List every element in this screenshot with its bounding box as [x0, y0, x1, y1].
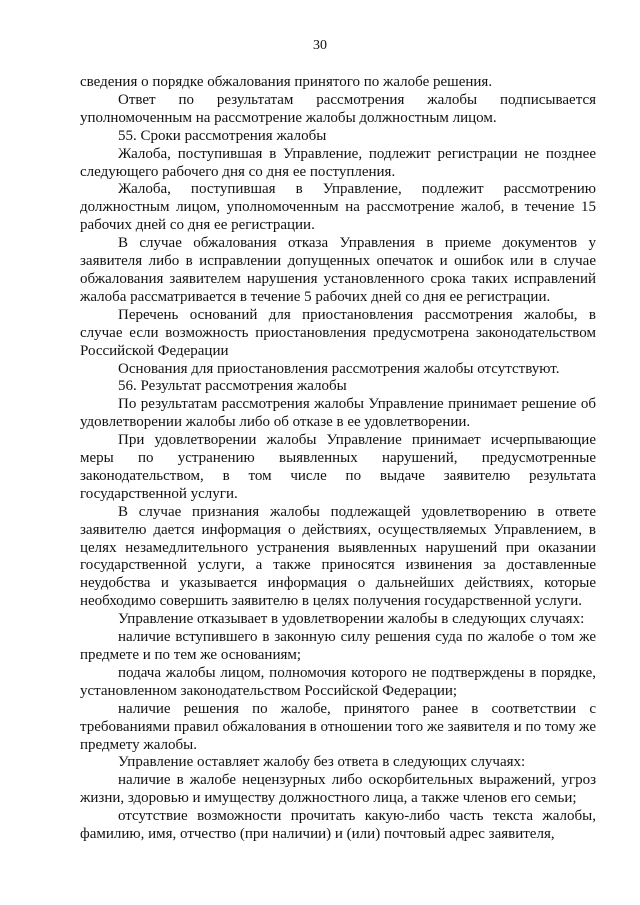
paragraph: Перечень оснований для приостановления рассмотрения жалобы, в случае если возможность приостановления предусмотрена законодательством Российской Федерации [80, 306, 596, 359]
section-heading: 55. Сроки рассмотрения жалобы [118, 127, 327, 144]
document-body [80, 74, 596, 844]
paragraph: Жалоба, поступившая в Управление, подлежит регистрации не позднее следующего рабочего дня со дня ее поступления. [80, 145, 596, 180]
paragraph: В случае обжалования отказа Управления в приеме документов у заявителя либо в исправлении допущенных опечаток и ошибок или в случае обжалования заявителем нарушения установленного срока таких исправлений жалоба рассматривается в течение 5 рабочих дней со дня ее регистрации. [80, 235, 596, 305]
paragraph: Ответ по результатам рассмотрения жалобы подписывается уполномоченным на рассмотрение жалобы должностным лицом. [80, 91, 596, 126]
list-item: подача жалобы лицом, полномочия которого не подтверждены в порядке, установленном законодательством Российской Федерации; [80, 664, 596, 699]
paragraph: Основания для приостановления рассмотрения жалобы отсутствуют. [118, 360, 560, 377]
list-item: наличие решения по жалобе, принятого ранее в соответствии с требованиями правил обжалования в отношении того же заявителя и по тому же предмету жалобы. [80, 700, 596, 753]
paragraph: В случае признания жалобы подлежащей удовлетворению в ответе заявителю дается информация о действиях, осуществляемых Управлением, в целях незамедлительного устранения выявленных нарушений при оказании государственной услуги, а также приносятся извинения за доставленные неудобства и указывается информация о дальнейших действиях, которые необходимо совершить заявителю в целях получения государственной услуги. [80, 503, 596, 610]
paragraph: сведения о порядке обжалования принятого по жалобе решения. [80, 74, 493, 90]
section-heading: 56. Результат рассмотрения жалобы [118, 378, 347, 395]
list-item: наличие вступившего в законную силу решения суда по жалобе о том же предмете и по тем же основаниям; [80, 629, 596, 663]
list-item: наличие в жалобе нецензурных либо оскорбительных выражений, угроз жизни, здоровью и имуществу должностного лица, а также членов его семьи; [80, 772, 596, 807]
paragraph: При удовлетворении жалобы Управление принимает исчерпывающие меры по устранению выявленных нарушений, предусмотренные законодательством, в том числе по выдаче заявителю результата государственной услуги. [80, 432, 596, 502]
paragraph: Жалоба, поступившая в Управление, подлежит рассмотрению должностным лицом, уполномоченным на рассмотрение жалоб, в течение 15 рабочих дней со дня ее регистрации. [80, 181, 596, 234]
paragraph: По результатам рассмотрения жалобы Управление принимает решение об удовлетворении жалобы либо об отказе в ее удовлетворении. [80, 396, 596, 431]
list-item: отсутствие возможности прочитать какую-либо часть текста жалобы, фамилию, имя, отчество (при наличии) и (или) почтовый адрес заявителя, [80, 808, 596, 843]
paragraph: Управление оставляет жалобу без ответа в следующих случаях: [118, 754, 526, 771]
paragraph: Управление отказывает в удовлетворении жалобы в следующих случаях: [118, 611, 585, 628]
page-number: 30 [313, 38, 327, 53]
